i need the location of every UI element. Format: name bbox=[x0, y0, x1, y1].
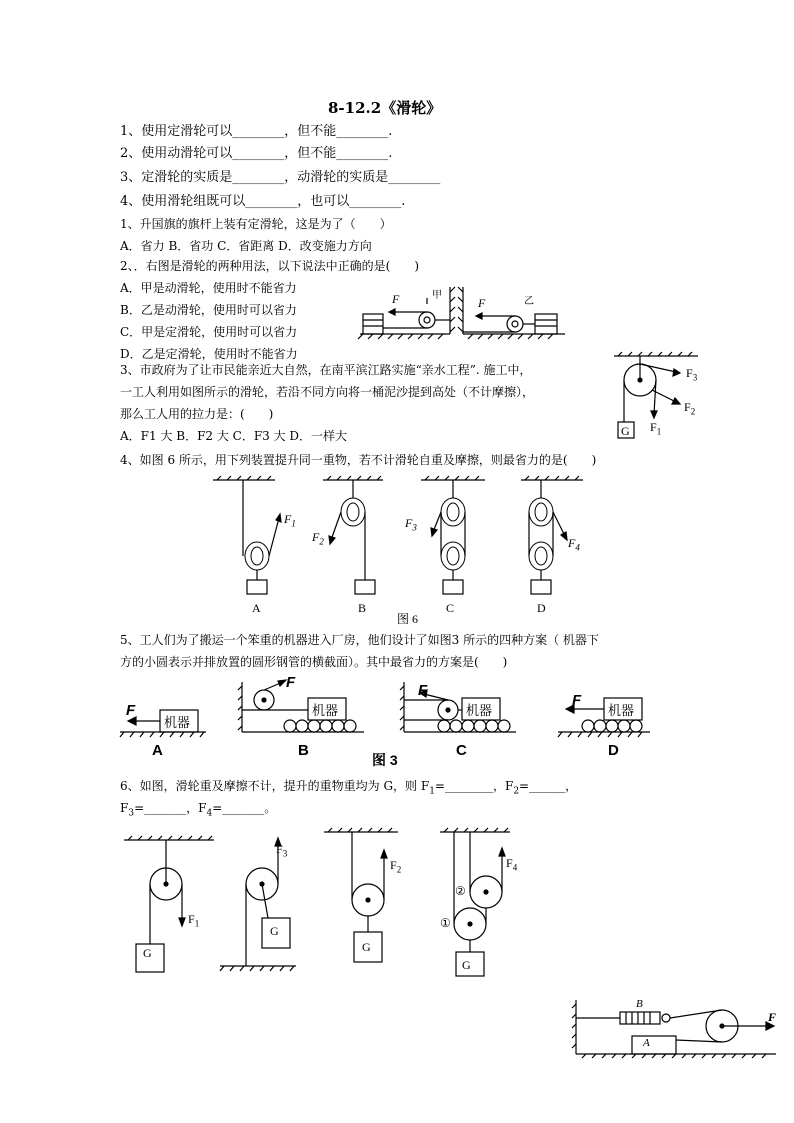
q5-line-2: 方的小圆表示并排放置的圆形钢管的横截面）。其中最省力的方案是( ) bbox=[120, 655, 508, 669]
q5-force-b: F bbox=[286, 674, 296, 691]
q3-options: A．F1 大 B．F2 大 C．F3 大 D．一样大 bbox=[120, 429, 348, 443]
fill-item-2: 2、使用动滑轮可以________，但不能________. bbox=[120, 146, 393, 161]
q3-line-3: 那么工人用的拉力是：( ) bbox=[120, 407, 274, 421]
q5-machine-a: 机器 bbox=[164, 715, 191, 730]
page-title: 8-12.2《滑轮》 bbox=[328, 99, 442, 117]
extra-label-b: B bbox=[636, 998, 643, 1010]
q4-label-b: B bbox=[358, 601, 367, 615]
q6-circle-1: ① bbox=[440, 916, 451, 930]
q5-label-c: C bbox=[456, 742, 467, 759]
q4-label-c: C bbox=[446, 601, 455, 615]
q4-label-d: D bbox=[537, 601, 546, 615]
q4-f4: $F_4$ bbox=[568, 536, 580, 553]
q5-machine-b: 机器 bbox=[312, 703, 339, 718]
q6-f2: $F_2$ bbox=[390, 858, 402, 875]
q5-label-d: D bbox=[608, 742, 619, 759]
q4-f2: $F_2$ bbox=[312, 530, 324, 547]
q3-line-1: 3、市政府为了让市民能亲近大自然，在南平滨江路实施“亲水工程”. 施工中， bbox=[120, 363, 532, 377]
q1-stem: 1、升国旗的旗杆上装有定滑轮，这是为了（ ） bbox=[120, 217, 392, 231]
q6-figure bbox=[118, 826, 518, 976]
q2-option-d: D．乙是定滑轮，使用时不能省力 bbox=[120, 347, 298, 361]
q5-caption: 图 3 bbox=[372, 752, 398, 768]
q5-force-a: F bbox=[126, 702, 136, 719]
q5-machine-d: 机器 bbox=[608, 703, 635, 718]
fill-item-4: 4、使用滑轮组既可以________，也可以________. bbox=[120, 194, 406, 209]
q6-circle-2: ② bbox=[455, 884, 466, 898]
q3-fig-f1: $F_1$ bbox=[650, 420, 662, 437]
extra-label-f: F bbox=[768, 1010, 777, 1024]
q4-figure bbox=[205, 476, 565, 606]
q6-f3: $F_3$ bbox=[276, 842, 288, 859]
q2-fig-yi: 乙 bbox=[524, 296, 534, 307]
q4-f3: $F_3$ bbox=[405, 516, 417, 533]
q2-fig-jia: 甲 bbox=[432, 290, 442, 301]
q5-label-a: A bbox=[152, 742, 163, 759]
q5-machine-c: 机器 bbox=[466, 703, 493, 718]
q3-line-2: 一工人利用如图所示的滑轮，若沿不同方向将一桶泥沙提到高处（不计摩擦）， bbox=[120, 385, 535, 399]
q2-option-a: A．甲是动滑轮，使用时不能省力 bbox=[120, 281, 297, 295]
q4-label-a: A bbox=[252, 601, 261, 615]
q6-line-2: $F_3=\_\_\_\_\_\_\_$，$F_4=\_\_\_\_\_\_\_$。 bbox=[120, 801, 277, 819]
fill-item-3: 3、定滑轮的实质是________，动滑轮的实质是________ bbox=[120, 170, 441, 185]
q2-option-b: B．乙是动滑轮，使用时可以省力 bbox=[120, 303, 297, 317]
q2-stem: 2、．右图是滑轮的两种用法，以下说法中正确的是( ) bbox=[120, 259, 420, 273]
q6-f1: $F_1$ bbox=[188, 912, 200, 929]
q2-option-c: C．甲是定滑轮，使用时可以省力 bbox=[120, 325, 298, 339]
q6-g-3: G bbox=[362, 940, 371, 954]
fill-item-1: 1、使用定滑轮可以________，但不能________. bbox=[120, 124, 393, 139]
q6-line-1: 6、如图，滑轮重及摩擦不计，提升的重物重均为 G，则 $F_1=\_\_\_\_\_\_\_\_$，$F_2=\_\_\_\_\_\_$， bbox=[120, 779, 578, 797]
q6-f4: $F_4$ bbox=[506, 856, 518, 873]
extra-label-a: A bbox=[643, 1037, 650, 1049]
q2-fig-f-left: F bbox=[392, 292, 400, 306]
q3-fig-f2: $F_2$ bbox=[684, 400, 696, 417]
q5-force-c: F bbox=[418, 682, 428, 699]
q6-g-1: G bbox=[143, 946, 152, 960]
q5-label-b: B bbox=[298, 742, 309, 759]
q6-g-2: G bbox=[270, 924, 279, 938]
q4-f1: $F_1$ bbox=[284, 512, 296, 529]
q5-force-d: F bbox=[572, 692, 582, 709]
q5-line-1: 5、工人们为了搬运一个笨重的机器进入厂房，他们设计了如图3 所示的四种方案（ 机器下 bbox=[120, 633, 599, 647]
q3-fig-f3: $F_3$ bbox=[686, 366, 698, 383]
q3-fig-g: G bbox=[621, 424, 630, 438]
q4-caption: 图 6 bbox=[397, 612, 419, 626]
q2-fig-f-right: F bbox=[478, 296, 486, 310]
q4-stem: 4、如图 6 所示，用下列装置提升同一重物，若不计滑轮自重及摩擦，则最省力的是( ) bbox=[120, 453, 597, 467]
q1-options: A．省力 B．省功 C．省距离 D．改变施力方向 bbox=[120, 239, 372, 253]
q6-g-4: G bbox=[462, 958, 471, 972]
extra-figure bbox=[572, 996, 782, 1058]
